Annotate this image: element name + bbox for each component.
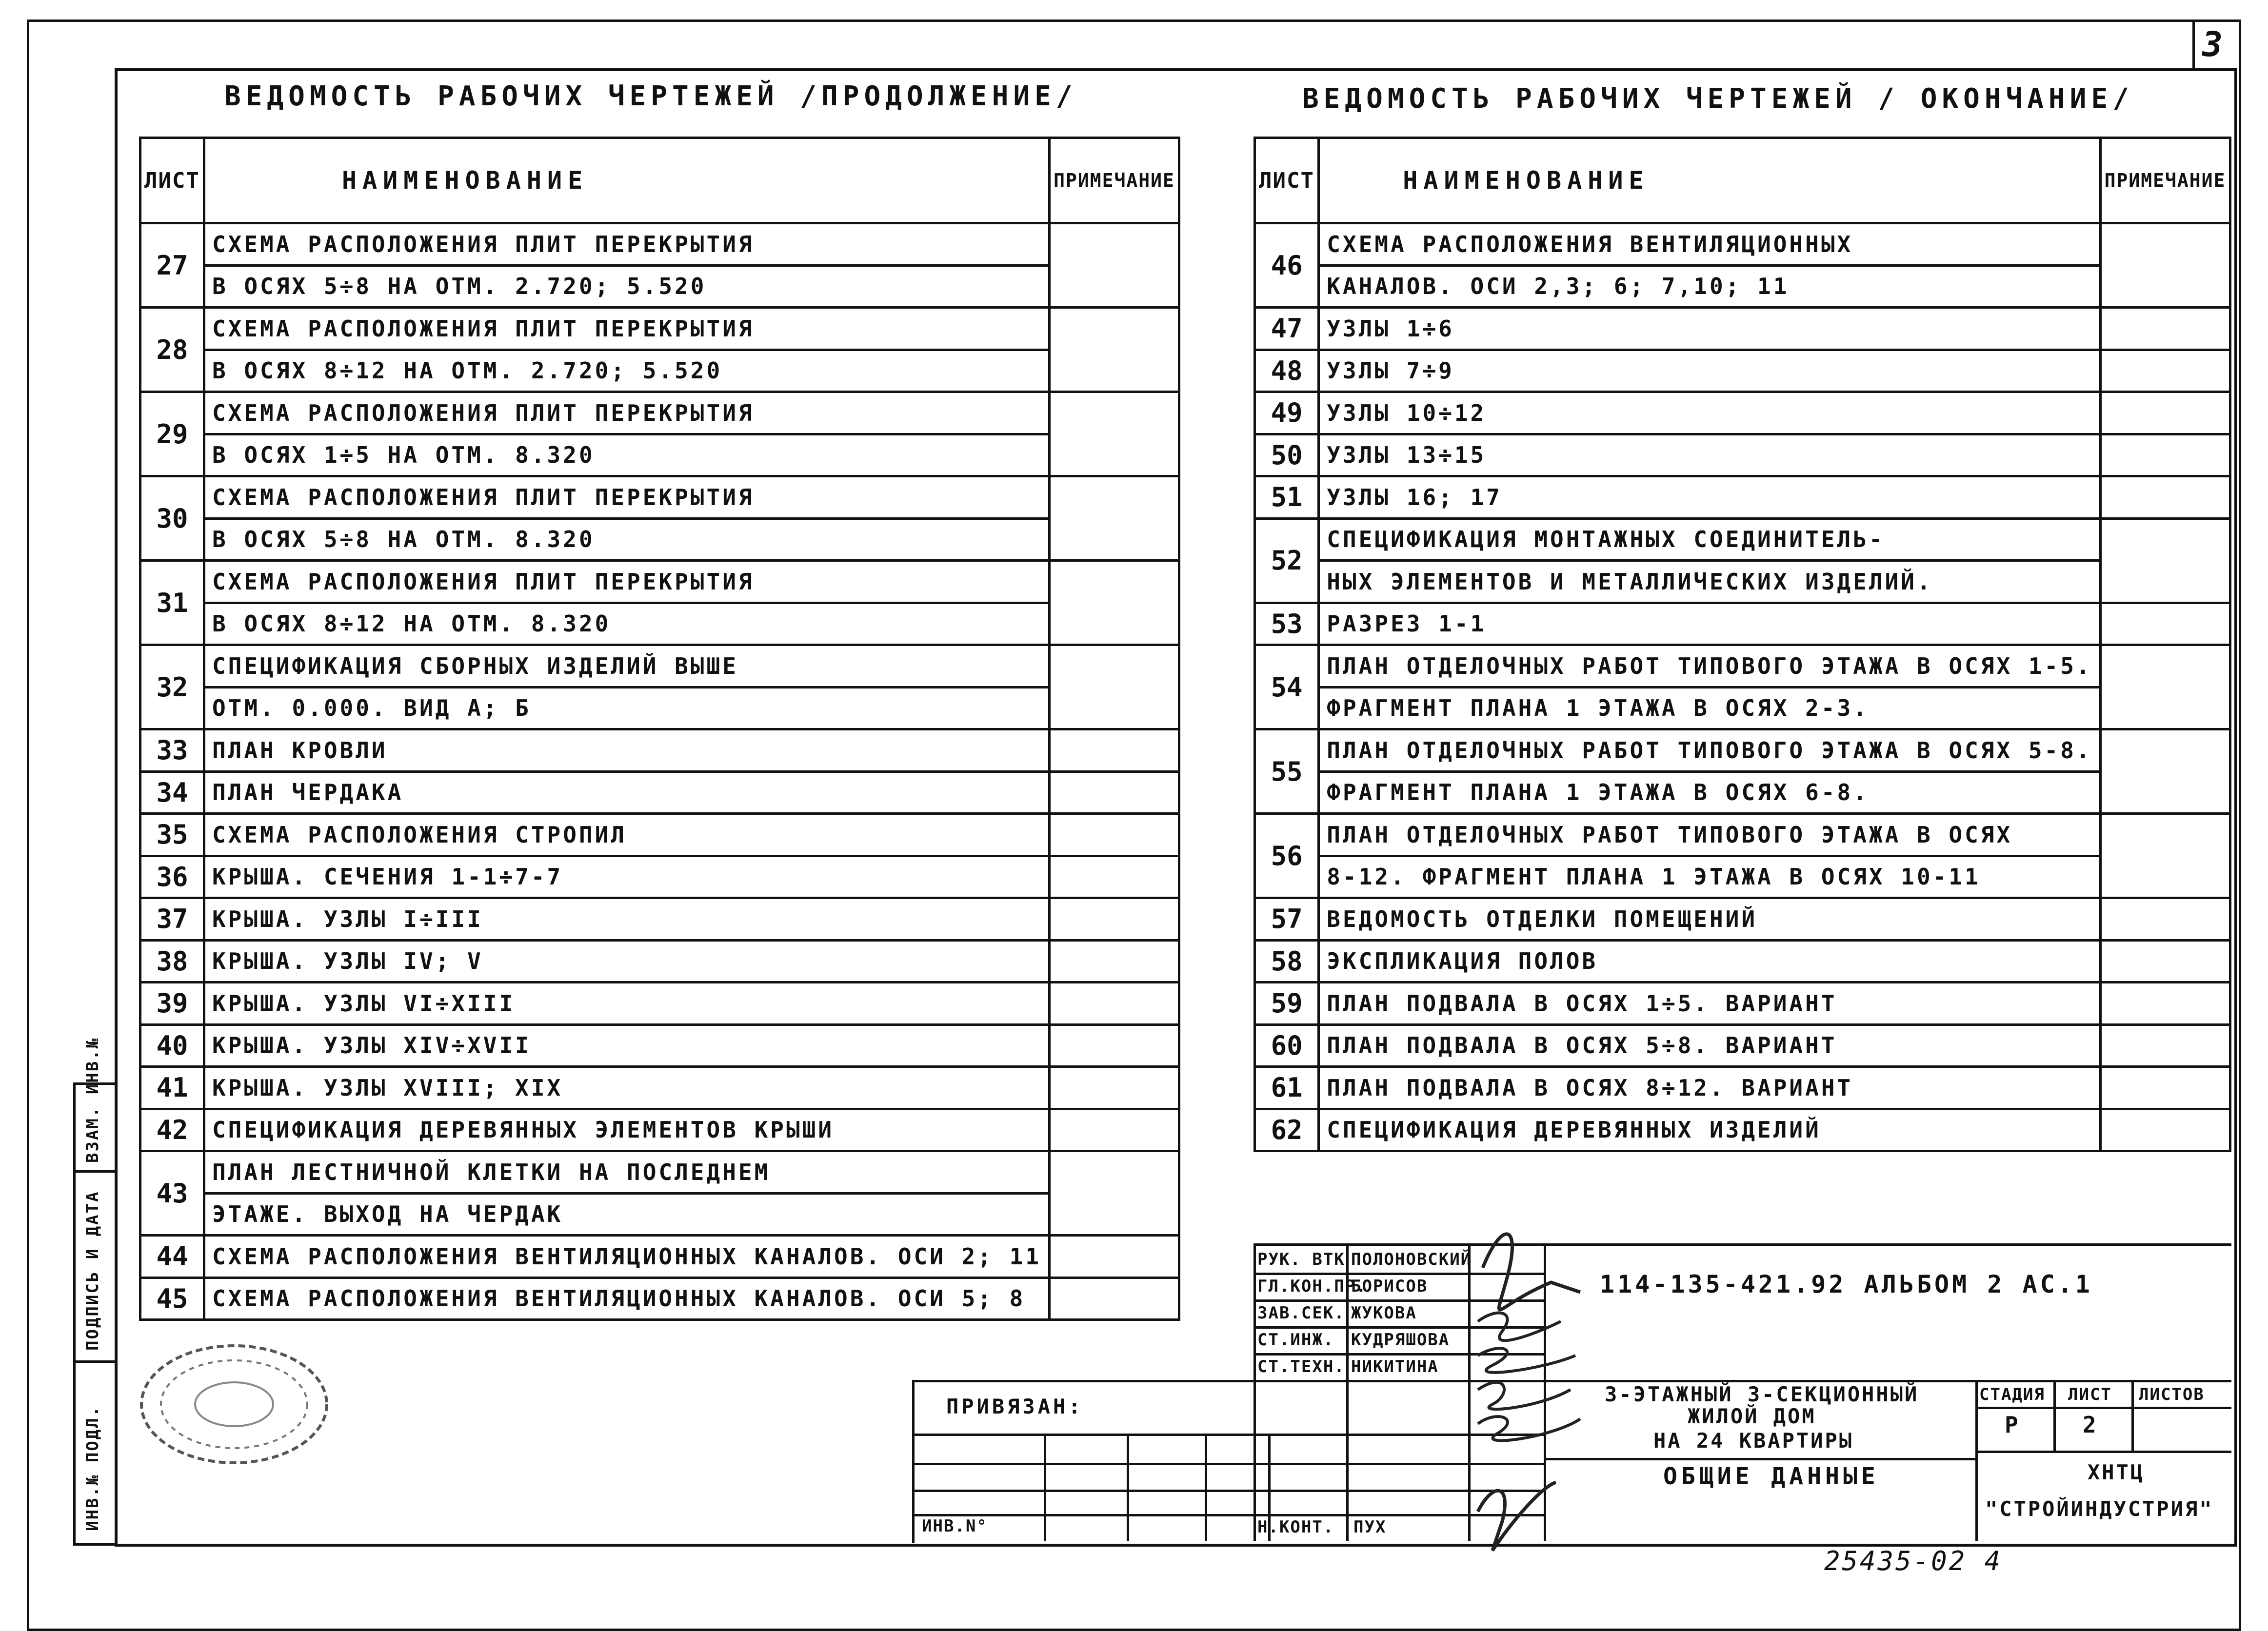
note-cell bbox=[1050, 898, 1179, 941]
drawing-name: СХЕМА РАСПОЛОЖЕНИЯ СТРОПИЛ bbox=[204, 814, 1049, 856]
table-row bbox=[140, 856, 1179, 898]
stage-col-1 bbox=[2053, 1380, 2056, 1451]
right-drawings-table bbox=[1253, 137, 2231, 1152]
note-cell bbox=[2100, 1067, 2230, 1109]
drawing-name: ЭКСПЛИКАЦИЯ ПОЛОВ bbox=[1319, 940, 2100, 983]
note-cell bbox=[2100, 898, 2230, 941]
table-row bbox=[140, 223, 1179, 266]
document-code: 114-135-421.92 АЛЬБОМ 2 АС.1 bbox=[1600, 1270, 2093, 1298]
sheet-number: 29 bbox=[140, 392, 204, 476]
table-row bbox=[1255, 223, 2230, 266]
drawing-name: СПЕЦИФИКАЦИЯ МОНТАЖНЫХ СОЕДИНИТЕЛЬ- bbox=[1319, 518, 2100, 561]
table-row bbox=[1255, 561, 2230, 603]
signature-name: ЖУКОВА bbox=[1351, 1303, 1417, 1323]
note-cell bbox=[2100, 476, 2230, 519]
col-header-name: НАИМЕНОВАНИЕ bbox=[204, 138, 1049, 223]
table-row bbox=[140, 729, 1179, 772]
side-divider-1 bbox=[73, 1170, 115, 1173]
drawing-name: ПЛАН ОТДЕЛОЧНЫХ РАБОТ ТИПОВОГО ЭТАЖА В ОСЯХ bbox=[1319, 814, 2100, 856]
sheet-number: 59 bbox=[1255, 983, 1319, 1025]
note-cell bbox=[2100, 1109, 2230, 1151]
drawing-name: СХЕМА РАСПОЛОЖЕНИЯ ВЕНТИЛЯЦИОННЫХ КАНАЛОВ. ОСИ 2; 11 bbox=[204, 1236, 1049, 1278]
note-cell bbox=[1050, 983, 1179, 1025]
table-row bbox=[1255, 518, 2230, 561]
sheet-number: 48 bbox=[1255, 350, 1319, 392]
drawing-name: В ОСЯХ 8÷12 НА ОТМ. 2.720; 5.520 bbox=[204, 350, 1049, 392]
table-row bbox=[1255, 476, 2230, 519]
sheet-number: 34 bbox=[140, 771, 204, 814]
table-row bbox=[140, 265, 1179, 308]
table-row bbox=[1255, 983, 2230, 1025]
table-row bbox=[1255, 603, 2230, 645]
note-cell bbox=[2100, 603, 2230, 645]
note-cell bbox=[1050, 223, 1179, 308]
stage-line-2 bbox=[1975, 1451, 2231, 1453]
side-label-podpis: ПОДПИСЬ И ДАТА bbox=[83, 1190, 102, 1351]
note-cell bbox=[2100, 1024, 2230, 1067]
col-header-sheet: ЛИСТ bbox=[140, 138, 204, 223]
note-cell bbox=[1050, 1067, 1179, 1109]
col-header-name: НАИМЕНОВАНИЕ bbox=[1319, 138, 2100, 223]
sheet-number: 38 bbox=[140, 940, 204, 983]
drawing-name: ПЛАН ПОДВАЛА В ОСЯХ 8÷12. ВАРИАНТ bbox=[1319, 1067, 2100, 1109]
sheet-number: 60 bbox=[1255, 1024, 1319, 1067]
norm-control-name: ПУХ bbox=[1353, 1517, 1387, 1537]
signature-scribbles bbox=[1463, 1209, 1619, 1560]
drawing-name: ЭТАЖЕ. ВЫХОД НА ЧЕРДАК bbox=[204, 1193, 1049, 1236]
drawing-name: ОТМ. 0.000. ВИД А; Б bbox=[204, 687, 1049, 729]
note-cell bbox=[2100, 983, 2230, 1025]
table-row bbox=[1255, 645, 2230, 688]
table-row bbox=[1255, 814, 2230, 856]
table-row bbox=[1255, 729, 2230, 772]
drawing-name: СХЕМА РАСПОЛОЖЕНИЯ ПЛИТ ПЕРЕКРЫТИЯ bbox=[204, 476, 1049, 519]
table-row bbox=[1255, 350, 2230, 392]
binding-col-2 bbox=[1127, 1434, 1129, 1541]
sheet-number: 31 bbox=[140, 561, 204, 645]
table-row bbox=[140, 434, 1179, 476]
note-cell bbox=[2100, 814, 2230, 898]
table-row bbox=[140, 940, 1179, 983]
table-row bbox=[140, 1024, 1179, 1067]
table-row bbox=[140, 687, 1179, 729]
drawing-name: КРЫША. УЗЛЫ I÷III bbox=[204, 898, 1049, 941]
left-table-title: ВЕДОМОСТЬ РАБОЧИХ ЧЕРТЕЖЕЙ /ПРОДОЛЖЕНИЕ/ bbox=[224, 80, 1077, 112]
drawing-name: КРЫША. СЕЧЕНИЯ 1-1÷7-7 bbox=[204, 856, 1049, 898]
organization-line-1: ХНТЦ bbox=[2088, 1460, 2145, 1484]
note-cell bbox=[1050, 392, 1179, 476]
table-row bbox=[140, 1067, 1179, 1109]
note-cell bbox=[1050, 308, 1179, 392]
sheet-number: 36 bbox=[140, 856, 204, 898]
sheet-value: 2 bbox=[2083, 1412, 2098, 1438]
stage-value: Р bbox=[2005, 1412, 2020, 1438]
drawing-name: СХЕМА РАСПОЛОЖЕНИЯ ПЛИТ ПЕРЕКРЫТИЯ bbox=[204, 223, 1049, 266]
project-title-line-1: 3-ЭТАЖНЫЙ 3-СЕКЦИОННЫЙ bbox=[1605, 1382, 1919, 1406]
sheet-number: 40 bbox=[140, 1024, 204, 1067]
binding-col-3 bbox=[1205, 1434, 1207, 1541]
table-row bbox=[1255, 265, 2230, 308]
drawing-name: СХЕМА РАСПОЛОЖЕНИЯ ВЕНТИЛЯЦИОННЫХ bbox=[1319, 223, 2100, 266]
note-cell bbox=[1050, 1109, 1179, 1151]
left-drawings-table bbox=[139, 137, 1180, 1321]
sheet-number: 51 bbox=[1255, 476, 1319, 519]
note-cell bbox=[2100, 350, 2230, 392]
table-row bbox=[1255, 687, 2230, 729]
drawing-name: КРЫША. УЗЛЫ XIV÷XVII bbox=[204, 1024, 1049, 1067]
drawing-name: В ОСЯХ 5÷8 НА ОТМ. 8.320 bbox=[204, 518, 1049, 561]
sheet-number: 50 bbox=[1255, 434, 1319, 476]
drawing-name: КРЫША. УЗЛЫ VI÷XIII bbox=[204, 983, 1049, 1025]
drawing-name: ПЛАН КРОВЛИ bbox=[204, 729, 1049, 772]
table-row bbox=[140, 1151, 1179, 1194]
note-cell bbox=[2100, 434, 2230, 476]
note-cell bbox=[2100, 308, 2230, 350]
drawing-name: ФРАГМЕНТ ПЛАНА 1 ЭТАЖА В ОСЯХ 2-3. bbox=[1319, 687, 2100, 729]
right-table-title: ВЕДОМОСТЬ РАБОЧИХ ЧЕРТЕЖЕЙ / ОКОНЧАНИЕ/ bbox=[1302, 83, 2134, 115]
table-row bbox=[140, 1193, 1179, 1236]
sheet-header: ЛИСТ bbox=[2068, 1385, 2112, 1404]
side-label-vzam: ВЗАМ. ИНВ.№ bbox=[83, 1037, 102, 1163]
side-divider-2 bbox=[73, 1360, 115, 1363]
table-row bbox=[140, 898, 1179, 941]
drawing-name: СПЕЦИФИКАЦИЯ ДЕРЕВЯННЫХ ЭЛЕМЕНТОВ КРЫШИ bbox=[204, 1109, 1049, 1151]
side-label-inv-podl: ИНВ.№ ПОДЛ. bbox=[83, 1405, 102, 1531]
signature-name: НИКИТИНА bbox=[1351, 1357, 1439, 1376]
drawing-name: СПЕЦИФИКАЦИЯ СБОРНЫХ ИЗДЕЛИЙ ВЫШЕ bbox=[204, 645, 1049, 688]
project-title-line-3: НА 24 КВАРТИРЫ bbox=[1653, 1429, 1854, 1453]
table-row bbox=[140, 983, 1179, 1025]
note-cell bbox=[1050, 729, 1179, 772]
sheet-number: 33 bbox=[140, 729, 204, 772]
signature-role: ЗАВ.СЕК. bbox=[1257, 1303, 1345, 1323]
table-row bbox=[140, 518, 1179, 561]
signature-role: ГЛ.КОН.ПР. bbox=[1257, 1277, 1367, 1296]
drawing-name: В ОСЯХ 1÷5 НА ОТМ. 8.320 bbox=[204, 434, 1049, 476]
sheet-number: 46 bbox=[1255, 223, 1319, 308]
note-cell bbox=[1050, 1024, 1179, 1067]
table-row bbox=[140, 476, 1179, 519]
drawing-name: РАЗРЕЗ 1-1 bbox=[1319, 603, 2100, 645]
note-cell bbox=[2100, 518, 2230, 603]
drawing-name: 8-12. ФРАГМЕНТ ПЛАНА 1 ЭТАЖА В ОСЯХ 10-11 bbox=[1319, 856, 2100, 898]
sheet-number: 42 bbox=[140, 1109, 204, 1151]
sheet-number: 57 bbox=[1255, 898, 1319, 941]
drawing-name: СХЕМА РАСПОЛОЖЕНИЯ ПЛИТ ПЕРЕКРЫТИЯ bbox=[204, 392, 1049, 434]
drawing-name: СХЕМА РАСПОЛОЖЕНИЯ ПЛИТ ПЕРЕКРЫТИЯ bbox=[204, 308, 1049, 350]
drawing-name: ПЛАН ПОДВАЛА В ОСЯХ 5÷8. ВАРИАНТ bbox=[1319, 1024, 2100, 1067]
table-row bbox=[140, 1109, 1179, 1151]
table-row bbox=[1255, 771, 2230, 814]
col-header-note: ПРИМЕЧАНИЕ bbox=[2100, 138, 2230, 223]
drawing-name: ПЛАН ОТДЕЛОЧНЫХ РАБОТ ТИПОВОГО ЭТАЖА В ОСЯХ 5-8. bbox=[1319, 729, 2100, 772]
sig-col-0 bbox=[1253, 1243, 1256, 1541]
note-cell bbox=[2100, 392, 2230, 434]
sheet-number: 55 bbox=[1255, 729, 1319, 814]
drawing-name: КАНАЛОВ. ОСИ 2,3; 6; 7,10; 11 bbox=[1319, 265, 2100, 308]
sheet-number: 45 bbox=[140, 1277, 204, 1320]
table-row bbox=[1255, 898, 2230, 941]
sheet-number: 49 bbox=[1255, 392, 1319, 434]
table-row bbox=[1255, 392, 2230, 434]
binding-label: ПРИВЯЗАН: bbox=[946, 1395, 1084, 1418]
table-row bbox=[140, 392, 1179, 434]
table-row bbox=[1255, 434, 2230, 476]
sheet-number: 58 bbox=[1255, 940, 1319, 983]
stage-line-1 bbox=[1975, 1407, 2231, 1409]
sheets-total-header: ЛИСТОВ bbox=[2139, 1385, 2205, 1404]
drawing-name: НЫХ ЭЛЕМЕНТОВ И МЕТАЛЛИЧЕСКИХ ИЗДЕЛИЙ. bbox=[1319, 561, 2100, 603]
norm-control-role: Н.КОНТ. bbox=[1257, 1517, 1334, 1537]
binding-col-1 bbox=[1044, 1434, 1046, 1541]
sheet-number: 44 bbox=[140, 1236, 204, 1278]
signature-name: КУДРЯШОВА bbox=[1351, 1330, 1450, 1350]
drawing-name: УЗЛЫ 7÷9 bbox=[1319, 350, 2100, 392]
table-row bbox=[140, 1277, 1179, 1320]
stage-header: СТАДИЯ bbox=[1979, 1385, 2045, 1404]
table-row bbox=[1255, 1109, 2230, 1151]
signature-role: РУК. ВТК bbox=[1257, 1250, 1345, 1269]
note-cell bbox=[2100, 729, 2230, 814]
drawing-name: СХЕМА РАСПОЛОЖЕНИЯ ПЛИТ ПЕРЕКРЫТИЯ bbox=[204, 561, 1049, 603]
signature-name: ПОЛОНОВСКИЙ bbox=[1351, 1250, 1472, 1269]
sheet-number: 53 bbox=[1255, 603, 1319, 645]
table-row bbox=[140, 308, 1179, 350]
sheet-number: 54 bbox=[1255, 645, 1319, 729]
drawing-name: КРЫША. УЗЛЫ XVIII; XIX bbox=[204, 1067, 1049, 1109]
signature-name: БОРИСОВ bbox=[1351, 1277, 1428, 1296]
note-cell bbox=[1050, 645, 1179, 729]
table-row bbox=[140, 771, 1179, 814]
note-cell bbox=[1050, 771, 1179, 814]
sheet-number: 32 bbox=[140, 645, 204, 729]
sheet-number: 37 bbox=[140, 898, 204, 941]
drawing-name: КРЫША. УЗЛЫ IV; V bbox=[204, 940, 1049, 983]
sheet-number: 27 bbox=[140, 223, 204, 308]
drawing-name: УЗЛЫ 16; 17 bbox=[1319, 476, 2100, 519]
round-stamp bbox=[137, 1336, 332, 1468]
note-cell bbox=[2100, 223, 2230, 308]
sheet-number: 47 bbox=[1255, 308, 1319, 350]
sheet-number: 62 bbox=[1255, 1109, 1319, 1151]
note-cell bbox=[1050, 1277, 1179, 1320]
note-cell bbox=[1050, 856, 1179, 898]
table-row bbox=[140, 561, 1179, 603]
table-row bbox=[140, 645, 1179, 688]
table-row bbox=[1255, 940, 2230, 983]
sheet-number: 43 bbox=[140, 1151, 204, 1236]
sheet-number: 28 bbox=[140, 308, 204, 392]
page-number: 3 bbox=[2202, 24, 2225, 64]
table-row bbox=[1255, 1067, 2230, 1109]
drawing-name: В ОСЯХ 5÷8 НА ОТМ. 2.720; 5.520 bbox=[204, 265, 1049, 308]
archive-number: 25435-02 4 bbox=[1824, 1546, 2003, 1576]
table-row bbox=[140, 814, 1179, 856]
stage-col-2 bbox=[2131, 1380, 2134, 1451]
note-cell bbox=[1050, 561, 1179, 645]
drawing-name: ФРАГМЕНТ ПЛАНА 1 ЭТАЖА В ОСЯХ 6-8. bbox=[1319, 771, 2100, 814]
drawing-name: УЗЛЫ 1÷6 bbox=[1319, 308, 2100, 350]
drawing-name: ПЛАН ЛЕСТНИЧНОЙ КЛЕТКИ НА ПОСЛЕДНЕМ bbox=[204, 1151, 1049, 1194]
sheet-number: 39 bbox=[140, 983, 204, 1025]
note-cell bbox=[2100, 645, 2230, 729]
sheet-number: 41 bbox=[140, 1067, 204, 1109]
drawing-name: ПЛАН ОТДЕЛОЧНЫХ РАБОТ ТИПОВОГО ЭТАЖА В ОСЯХ 1-5. bbox=[1319, 645, 2100, 688]
organization-line-2: "СТРОЙИНДУСТРИЯ" bbox=[1985, 1497, 2214, 1521]
col-header-note: ПРИМЕЧАНИЕ bbox=[1050, 138, 1179, 223]
signature-role: СТ.ТЕХН. bbox=[1257, 1357, 1345, 1376]
signature-role: СТ.ИНЖ. bbox=[1257, 1330, 1334, 1350]
table-row bbox=[140, 1236, 1179, 1278]
sheet-number: 52 bbox=[1255, 518, 1319, 603]
table-row bbox=[140, 603, 1179, 645]
drawing-name: В ОСЯХ 8÷12 НА ОТМ. 8.320 bbox=[204, 603, 1049, 645]
sheet-number: 30 bbox=[140, 476, 204, 561]
project-title-line-2: ЖИЛОЙ ДОМ bbox=[1688, 1404, 1816, 1428]
table-row bbox=[140, 350, 1179, 392]
sheet-number: 35 bbox=[140, 814, 204, 856]
note-cell bbox=[1050, 1236, 1179, 1278]
drawing-name: УЗЛЫ 13÷15 bbox=[1319, 434, 2100, 476]
note-cell bbox=[1050, 476, 1179, 561]
drawing-name: СХЕМА РАСПОЛОЖЕНИЯ ВЕНТИЛЯЦИОННЫХ КАНАЛОВ. ОСИ 5; 8 bbox=[204, 1277, 1049, 1320]
note-cell bbox=[2100, 940, 2230, 983]
drawing-name: ВЕДОМОСТЬ ОТДЕЛКИ ПОМЕЩЕНИЙ bbox=[1319, 898, 2100, 941]
col-header-sheet: ЛИСТ bbox=[1255, 138, 1319, 223]
table-row bbox=[1255, 308, 2230, 350]
stage-col-left bbox=[1975, 1380, 1978, 1541]
note-cell bbox=[1050, 940, 1179, 983]
drawing-name: ПЛАН ЧЕРДАКА bbox=[204, 771, 1049, 814]
inv-label: ИНВ.N° bbox=[922, 1516, 988, 1536]
drawing-name: СПЕЦИФИКАЦИЯ ДЕРЕВЯННЫХ ИЗДЕЛИЙ bbox=[1319, 1109, 2100, 1151]
note-cell bbox=[1050, 1151, 1179, 1236]
sheet-number: 56 bbox=[1255, 814, 1319, 898]
drawing-name: ПЛАН ПОДВАЛА В ОСЯХ 1÷5. ВАРИАНТ bbox=[1319, 983, 2100, 1025]
sheet-title: ОБЩИЕ ДАННЫЕ bbox=[1663, 1463, 1879, 1490]
table-row bbox=[1255, 1024, 2230, 1067]
table-row bbox=[1255, 856, 2230, 898]
note-cell bbox=[1050, 814, 1179, 856]
sheet-number: 61 bbox=[1255, 1067, 1319, 1109]
drawing-name: УЗЛЫ 10÷12 bbox=[1319, 392, 2100, 434]
